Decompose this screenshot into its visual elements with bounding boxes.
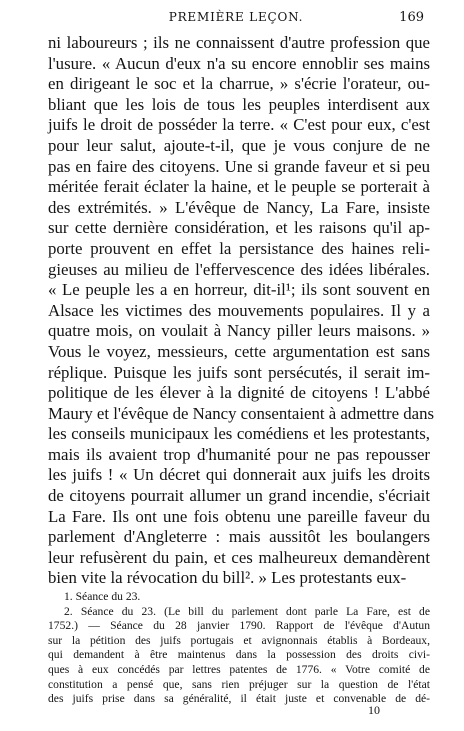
main-text: [48, 33, 435, 589]
page-number: 169: [399, 10, 424, 25]
text-line: quatre mois, on voulait à Nancy piller leurs maisons. »: [48, 321, 430, 341]
text-line: juifs le droit de posséder la terre. « C'est pour eux, c'est: [48, 115, 430, 135]
text-line: ni laboureurs ; ils ne connaissent d'autre profession que: [48, 33, 430, 52]
footnote-line: 2. Séance du 23. (Le bill du parlement dont parle La Fare, est de: [64, 604, 430, 618]
footnotes: [48, 590, 430, 707]
text-line: sur cette dernière considération, et les raisons qu'il ap-: [48, 218, 430, 238]
text-line: Alsace les victimes des mouvements populaires. Il y a: [48, 300, 430, 320]
text-line: les juifs ! « Un décret qui donnerait aux juifs les droits: [48, 465, 430, 485]
footnote-line: 1752.) — Séance du 28 janvier 1790. Rapport de l'évêque d'Autun: [48, 619, 430, 633]
signature-mark: 10: [368, 703, 380, 717]
footnote-line: qui demandent à être maintenus dans la possession des droits civi-: [48, 648, 430, 662]
text-line: Vous le voyez, messieurs, cette argumentation est sans: [48, 341, 430, 361]
text-line: pour leur salut, ajoute-t-il, que je vous conjure de ne: [48, 135, 430, 155]
text-line: bien vite la révocation du bill². » Les protestants eux-: [48, 568, 407, 588]
text-line: réplique. Puisque les juifs sont persécutés, il serait im-: [48, 362, 430, 382]
text-line: gieuses au milieu de l'effervescence des idées libérales.: [48, 259, 430, 279]
text-line: bliant que les lois de tous les peuples interdisent aux: [48, 94, 430, 114]
running-header: [48, 10, 424, 26]
text-line: les conseils municipaux les comédiens et les protestants,: [48, 424, 430, 444]
text-line: parlement d'Angleterre : mais aussitôt les boulangers: [48, 527, 430, 547]
text-line: de citoyens pourrait allumer un grand incendie, s'écriait: [48, 486, 430, 506]
running-title: PREMIÈRE LEÇON.: [168, 10, 304, 24]
footnote-line: constitution a pensé que, sans rien préjuger sur la question de l'état: [48, 677, 430, 691]
footnote-line: sur la pétition des juifs portugais et avignonnais établis à Bordeaux,: [48, 633, 430, 647]
text-line: en dirigeant le soc et la charrue, » s'écrie l'orateur, ou-: [48, 74, 430, 94]
footnote-line: des juifs prise dans sa généralité, il était juste et convenable de dé-: [48, 692, 430, 706]
footnote-line: ques à eux concédés par lettres patentes de 1776. « Votre comité de: [48, 662, 430, 676]
text-line: politique de les élever à la dignité de citoyens ! L'abbé: [48, 383, 430, 403]
text-line: La Fare. Ils ont une fois obtenu une pareille faveur du: [48, 506, 430, 526]
text-line: leur refusèrent du pain, et ces malheureux demandèrent: [48, 547, 430, 567]
text-line: mais ils avaient trop d'humanité pour ne pas repousser: [48, 444, 430, 464]
text-line: des extrémités. » L'évêque de Nancy, La Fare, insiste: [48, 197, 430, 217]
text-line: l'usure. « Aucun d'eux n'a su encore ennoblir ses mains: [48, 53, 430, 73]
text-line: pas en faire des citoyens. Une si grande faveur et si peu: [48, 156, 430, 176]
text-line: « Le peuple les a en horreur, dit-il¹; ils sont souvent en: [48, 280, 430, 300]
text-line: méritée ferait éclater la haine, et le peuple se porterait à: [48, 177, 430, 197]
text-line: Maury et l'évêque de Nancy consentaient à admettre dans: [48, 403, 435, 423]
text-line: porte prouvent en effet la persistance des haines reli-: [48, 238, 430, 258]
footnote-line: 1. Séance du 23.: [64, 590, 141, 603]
